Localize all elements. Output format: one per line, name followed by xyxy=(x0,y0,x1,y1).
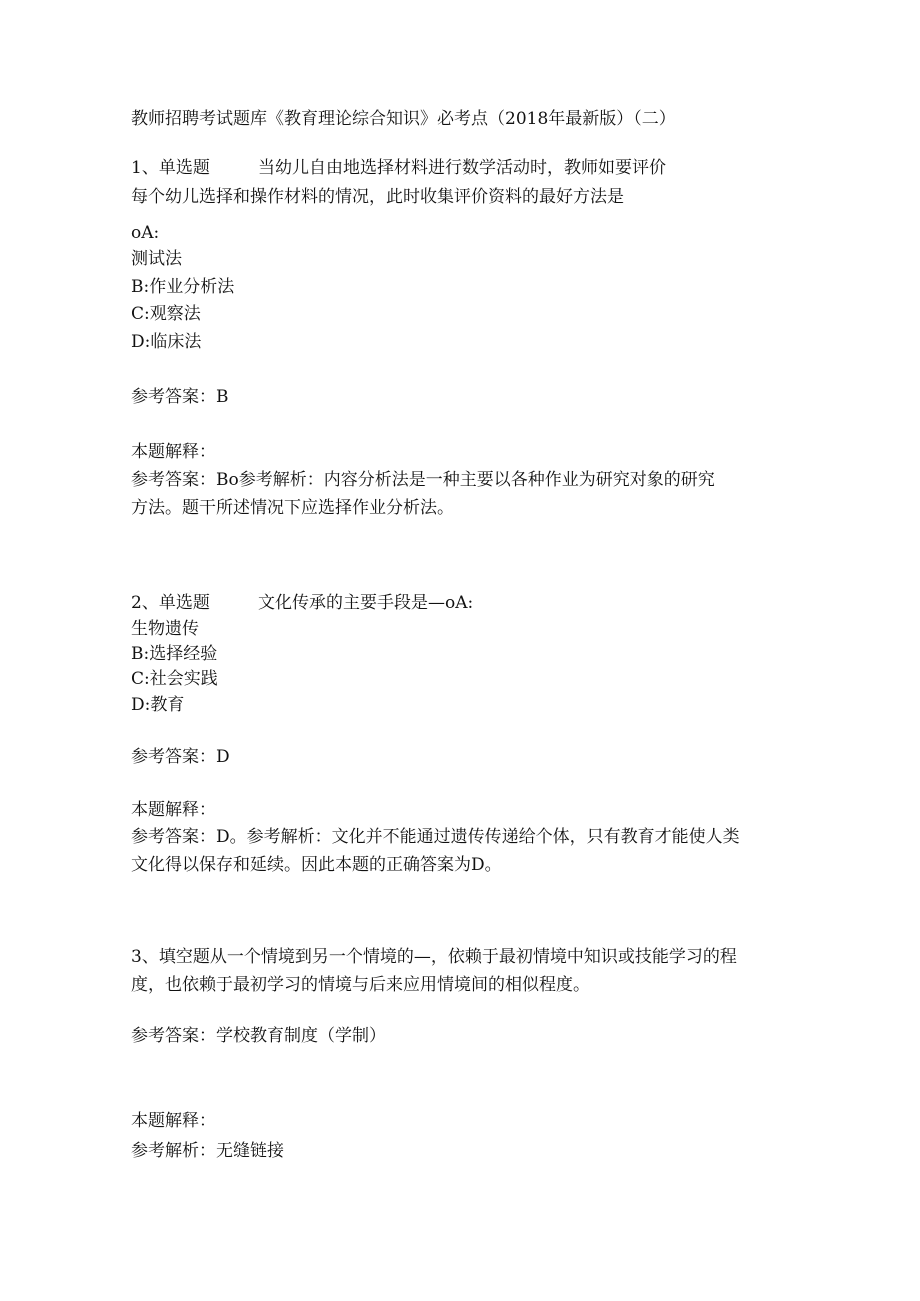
q1-option-a-text: 测试法 xyxy=(131,249,182,269)
q2-option-d: D:教育 xyxy=(131,695,185,715)
q1-stem-line2: 每个幼儿选择和操作材料的情况，此时收集评价资料的最好方法是 xyxy=(131,187,624,207)
q3-explain-heading: 本题解释： xyxy=(131,1111,216,1131)
q1-option-b: B:作业分析法 xyxy=(131,277,235,297)
q1-explain-line2: 方法。题干所述情况下应选择作业分析法。 xyxy=(131,498,454,518)
q2-option-b: B:选择经验 xyxy=(131,644,218,664)
q2-explain-line1: 参考答案：D。参考解析：文化并不能通过遗传传递给个体，只有教育才能使人类 xyxy=(131,827,740,847)
q3-stem-line1: 3、填空题从一个情境到另一个情境的—，依赖于最初情境中知识或技能学习的程 xyxy=(131,947,737,967)
q2-type: 2、单选题 xyxy=(131,593,210,613)
q1-option-c: C:观察法 xyxy=(131,304,201,324)
q1-type: 1、单选题 xyxy=(131,158,210,178)
q2-option-a-text: 生物遗传 xyxy=(131,619,199,639)
q1-explain-heading: 本题解释： xyxy=(131,442,216,462)
q3-explain-line1: 参考解析：无缝链接 xyxy=(131,1141,284,1161)
q1-stem-line1: 当幼儿自由地选择材料进行数学活动时，教师如要评价 xyxy=(258,158,666,178)
q1-explain-line1: 参考答案：Bo参考解析：内容分析法是一种主要以各种作业为研究对象的研究 xyxy=(131,470,715,490)
q1-answer: 参考答案：B xyxy=(131,387,229,407)
q2-explain-line2: 文化得以保存和延续。因此本题的正确答案为D。 xyxy=(131,855,502,875)
q1-option-a-label: oA: xyxy=(131,223,160,243)
q1-option-d: D:临床法 xyxy=(131,332,202,352)
q3-answer: 参考答案：学校教育制度（学制） xyxy=(131,1026,386,1046)
q2-stem: 文化传承的主要手段是—oA: xyxy=(258,593,474,613)
q2-explain-heading: 本题解释： xyxy=(131,800,216,820)
q2-option-c: C:社会实践 xyxy=(131,669,218,689)
q2-answer: 参考答案：D xyxy=(131,747,230,767)
document-title: 教师招聘考试题库《教育理论综合知识》必考点（2018年最新版）（二） xyxy=(131,109,676,129)
q3-stem-line2: 度，也依赖于最初学习的情境与后来应用情境间的相似程度。 xyxy=(131,975,590,995)
